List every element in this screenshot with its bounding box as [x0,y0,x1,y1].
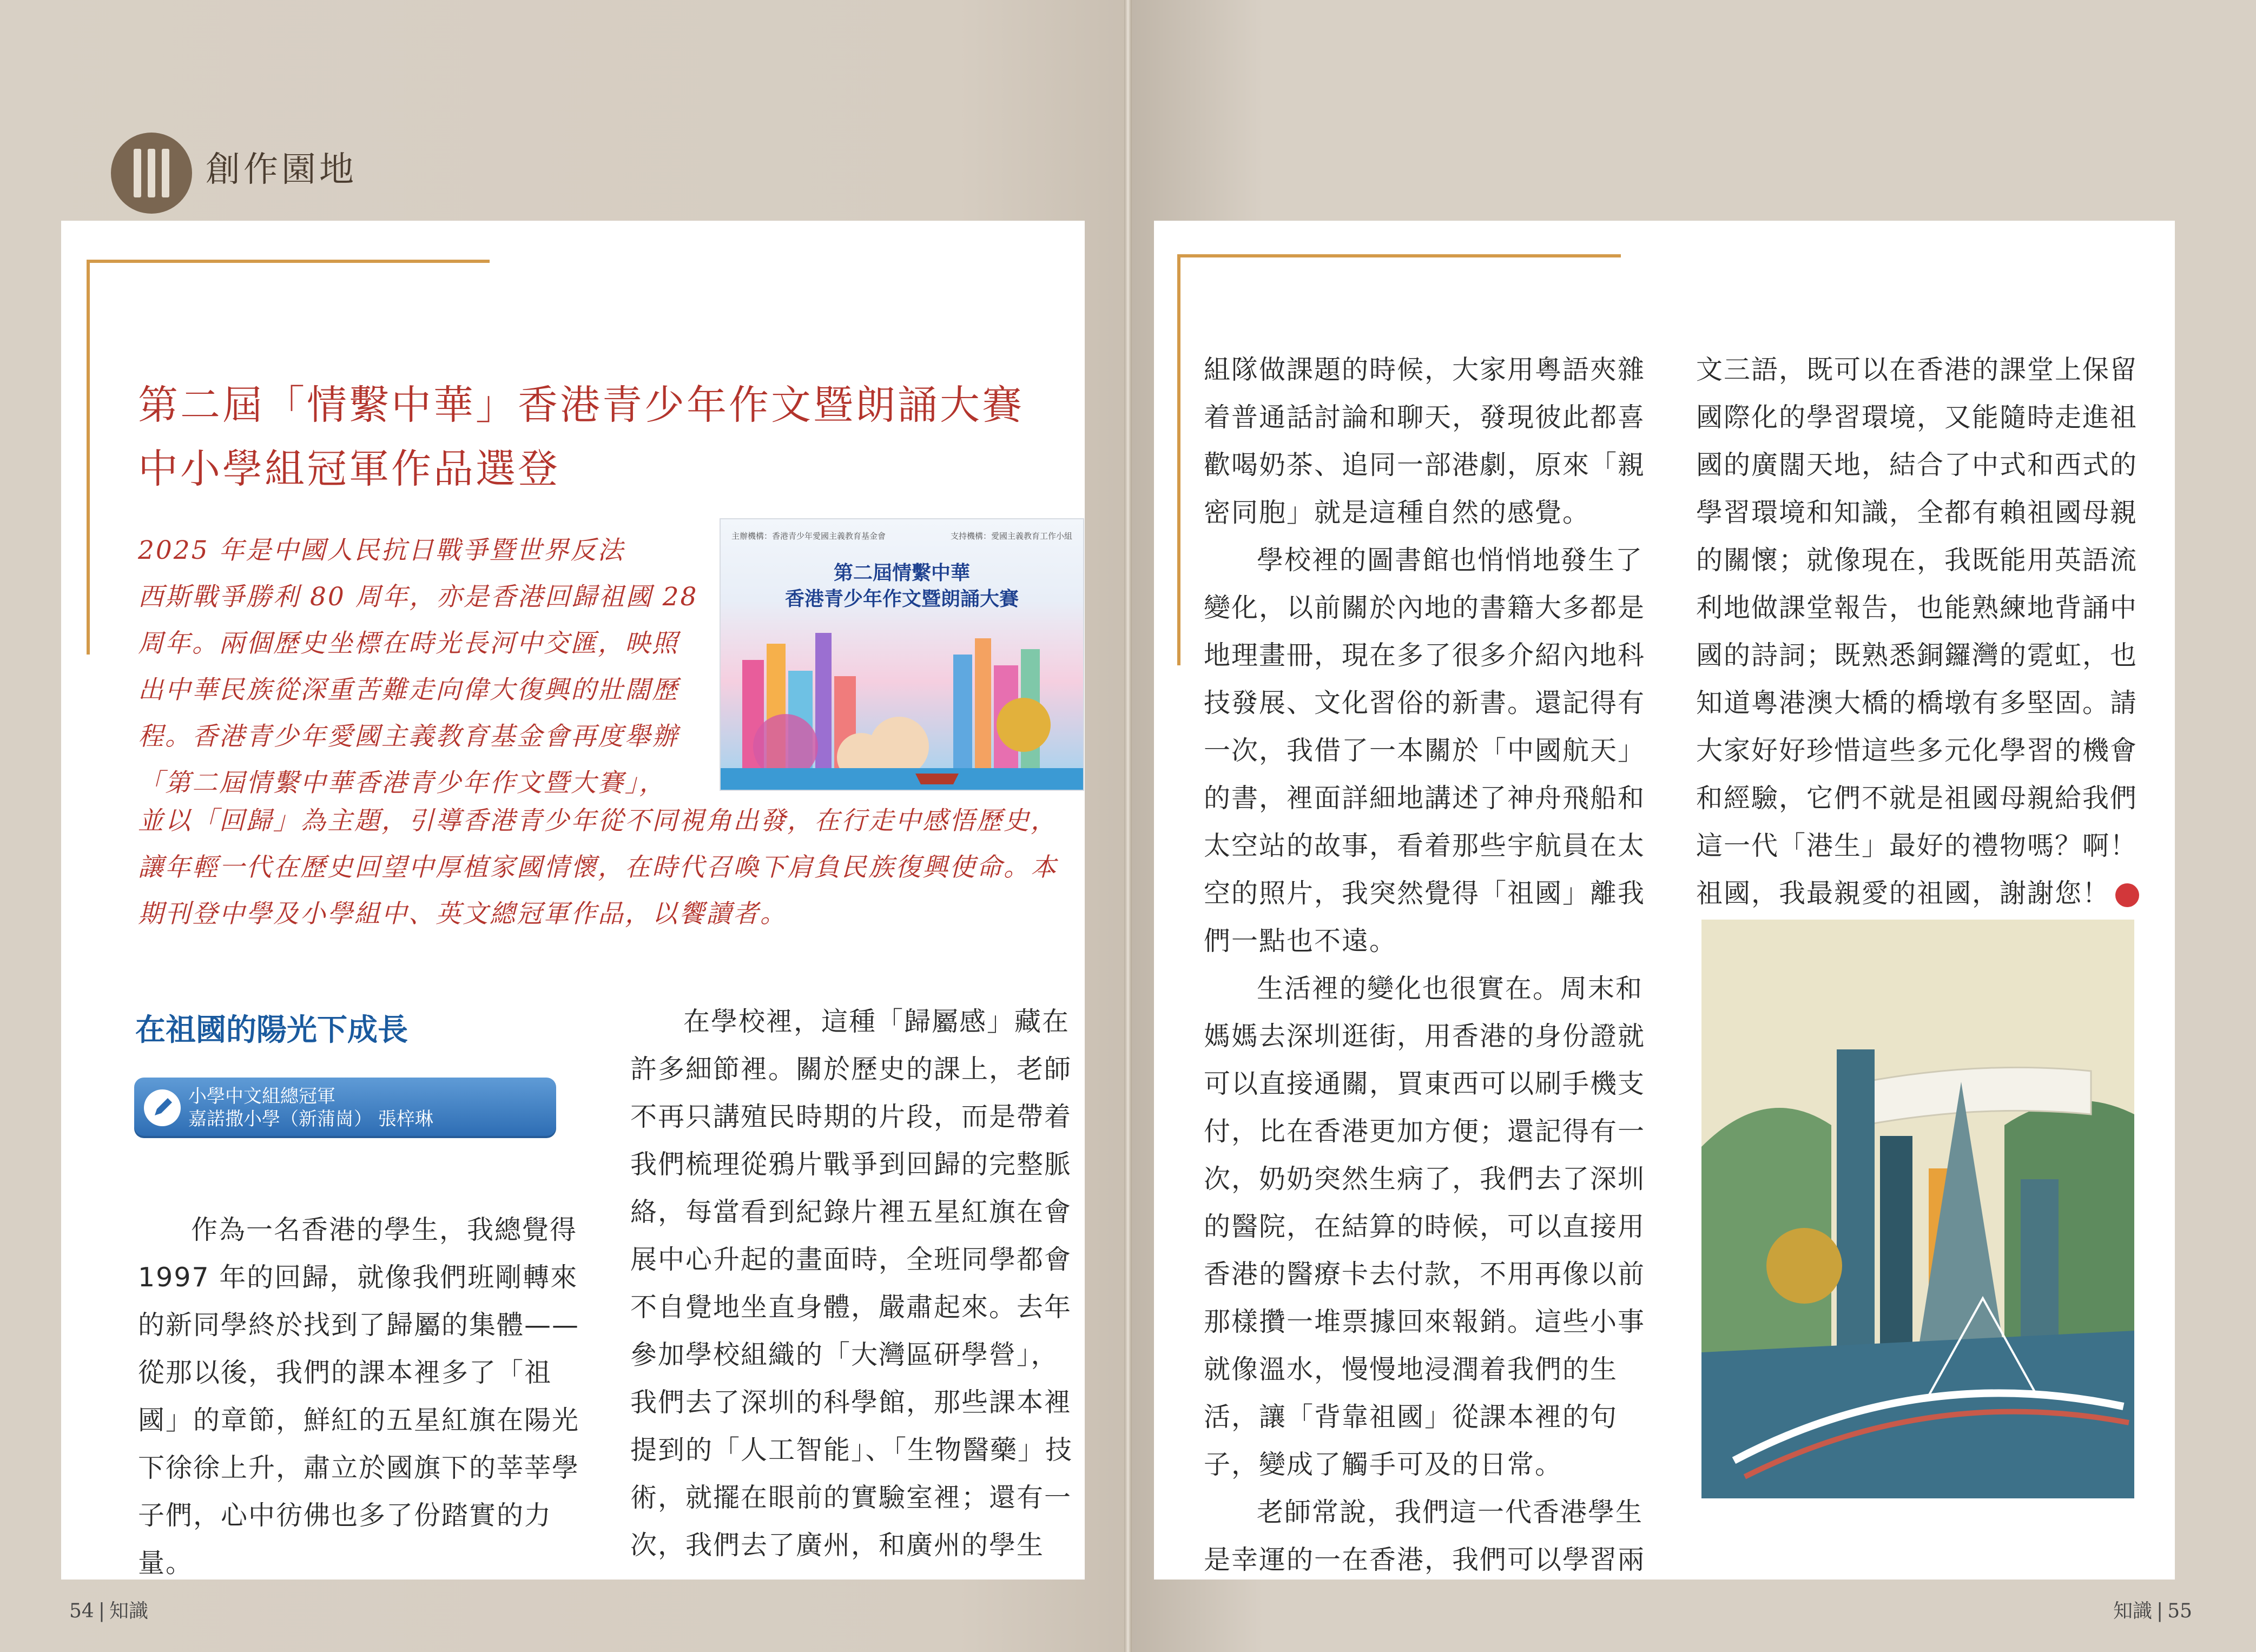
intro-paragraph-part-b [138,798,1082,937]
corner-accent-line [87,260,90,655]
main-title-line-2: 中小學組冠軍作品選登 [138,446,560,492]
intro-line: 周年。兩個歷史坐標在時光長河中交匯，映照 [138,629,679,658]
corner-accent-line [1177,254,1180,665]
intro-line: 出中華民族從深重苦難走向偉大復興的壯闊歷 [138,675,679,705]
body-paragraph: 作為一名香港的學生，我總覺得1997 年的回歸，就像我們班剛轉來的新同學終於找到了歸屬的集體——從那以後，我們的課本裡多了「祖國」的章節，鮮紅的五星紅旗在陽光下徐徐上升，肅立於國旗下的莘莘學子們，心中彷佛也多了份踏實的力量。 [138,1214,580,1578]
article-column-2 [630,998,1079,1569]
article-column-1 [138,1206,582,1587]
author-byline-box [134,1078,556,1138]
footer-right: 知識 | 55 [2113,1600,2192,1622]
contest-poster-image [720,518,1084,791]
intro-line: 「第二屆情繫中華香港青少年作文暨大賽」， [138,768,667,798]
poster-sponsor-right: 支持機構：愛國主義教育工作小組 [950,531,1072,541]
body-paragraph: 組隊做課題的時候，大家用粵語夾雜着普通話討論和聊天，發現彼此都喜歡喝奶茶、追同一部港劇，原來「親密同胞」就是這種自然的感覺。 [1204,354,1646,528]
pencil-icon [144,1089,181,1126]
intro-line: 期刊登中學及小學組中、英文總冠軍作品，以饗讀者。 [138,899,787,929]
poster-sponsor-left: 主辦機構：香港青少年愛國主義教育基金會 [731,531,886,541]
magazine-name-left: 知識 [109,1600,148,1622]
section-pencil-icon [111,133,192,214]
poster-title-line-1: 第二屆情繫中華 [833,561,970,584]
poster-city-illustration [721,611,1083,790]
body-paragraph: 學校裡的圖書館也悄悄地發生了變化，以前關於內地的書籍大多都是地理畫冊，現在多了很多介紹內地科技發展、文化習俗的新書。還記得有一次，我借了一本關於「中國航天」的書，裡面詳細地講述了神舟飛船和太空站的故事，看着那些宇航員在太空的照片，我突然覺得「祖國」離我們一點也不遠。 [1204,545,1646,956]
intro-paragraph-part-a [138,527,706,807]
page-number-left: 54 [69,1600,94,1622]
body-text: 文三語，既可以在香港的課堂上保留國際化的學習環境，又能隨時走進祖國的廣闊天地，結合了中式和西式的學習環境和知識，全都有賴祖國母親的關懷；就像現在，我既能用英語流利地做課堂報告，也能熟練地背誦中國的詩詞；既熟悉銅鑼灣的霓虹，也知道粵港澳大橋的橋墩有多堅固。請大家好好珍惜這些多元化學習的機會和經驗，它們不就是祖國母親給我們這一代「港生」最好的禮物嗎？啊！祖國，我最親愛的祖國，謝謝您！ [1696,354,2138,909]
magazine-name-right: 知識 [2113,1600,2153,1622]
main-title-line-1: 第二屆「情繫中華」香港青少年作文暨朗誦大賽 [138,382,1024,428]
byline-author: 嘉諾撒小學（新蒲崗） 張梓琳 [188,1108,433,1130]
page-gutter [1124,0,1132,1652]
article-column-3 [1204,346,1653,1584]
body-paragraph: 老師常說，我們這一代香港學生是幸運的一在香港，我們可以學習兩 [1204,1497,1646,1575]
footer-left: 54 | 知識 [69,1600,148,1622]
byline-award: 小學中文組總冠軍 [188,1086,335,1107]
article-end-icon [2115,883,2139,907]
intro-line: 2025 年是中國人民抗日戰爭暨世界反法 [138,536,625,565]
byline-text [188,1085,433,1131]
intro-line: 讓年輕一代在歷史回望中厚植家國情懷，在時代召喚下肩負民族復興使命。本 [138,853,1058,882]
poster-title-line-2: 香港青少年作文暨朗誦大賽 [784,587,1019,610]
corner-accent-line [1177,254,1621,257]
section-title: 創作園地 [206,150,357,190]
intro-line: 程。香港青少年愛國主義教育基金會再度舉辦 [138,722,679,751]
body-paragraph [1696,346,2145,917]
intro-line: 西斯戰爭勝利 80 周年，亦是香港回歸祖國 28 [138,582,698,612]
poster-title [721,560,1083,612]
main-title [138,373,1058,501]
intro-line: 並以「回歸」為主題，引導香港青少年從不同視角出發，在行走中感悟歷史， [138,806,1058,836]
body-paragraph: 在學校裡，這種「歸屬感」藏在許多細節裡。關於歷史的課上，老師不再只講殖民時期的片段，而是帶着我們梳理從鴉片戰爭到回歸的完整脈絡，每當看到紀錄片裡五星紅旗在會展中心升起的畫面時，全班同學都會不自覺地坐直身體，嚴肅起來。去年參加學校組織的「大灣區研學營」，我們去了深圳的科學館，那些課本裡提到的「人工智能」、「生物醫藥」技術，就擺在眼前的實驗室裡；還有一次，我們去了廣州，和廣州的學生 [630,1006,1073,1561]
article-title: 在祖國的陽光下成長 [135,1013,408,1048]
hong-kong-skyline-illustration [1701,920,2134,1498]
page-number-right: 55 [2167,1600,2192,1622]
article-column-4 [1696,346,2145,917]
corner-accent-line [87,260,490,263]
body-paragraph: 生活裡的變化也很實在。周末和媽媽去深圳逛街，用香港的身份證就可以直接通關，買東西可以刷手機支付，比在香港更加方便；還記得有一次，奶奶突然生病了，我們去了深圳的醫院，在結算的時候，可以直接用香港的醫療卡去付款，不用再像以前那樣攢一堆票據回來報銷。這些小事就像溫水，慢慢地浸潤着我們的生活，讓「背靠祖國」從課本裡的句子，變成了觸手可及的日常。 [1204,973,1646,1480]
